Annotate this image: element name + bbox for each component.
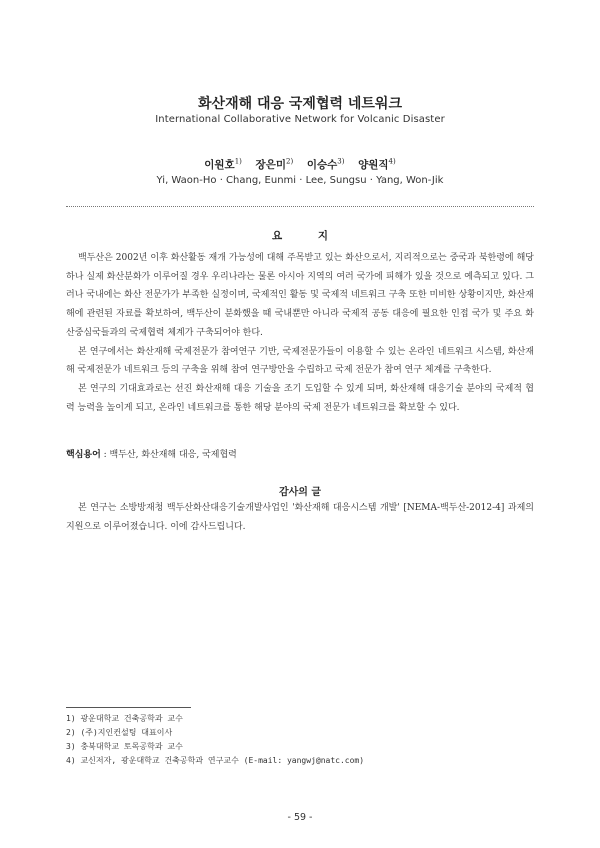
footnote-item: 3) 충북대학교 토목공학과 교수 [66, 742, 183, 751]
keywords-line [66, 447, 534, 460]
author-3: 이승수$^{3)}$ [306, 157, 345, 171]
abstract-paragraph: 본 연구에서는 화산재해 국제전문가 참여연구 기반, 국제전문가들이 이용할 수 있는 온라인 네트워크 시스템, 화산재해 국제전문가 네트워크 등의 구축을 위해 참여 연구방안을 수립하고 국제 전문가 참여 연구 체계를 구축한다. [66, 346, 534, 376]
page-number: - 59 - [287, 812, 313, 823]
acknowledgement-heading: 감사의 글 [278, 487, 322, 498]
abstract-body [66, 249, 534, 417]
abstract-heading: 요 지 [272, 230, 344, 242]
keywords-value: : 백두산, 화산재해 대응, 국제협력 [103, 450, 237, 460]
acknowledgement-body [66, 499, 534, 537]
section-divider [66, 206, 534, 207]
paper-subtitle: International Collaborative Network for Volcanic Disaster [155, 114, 445, 125]
author-1: 이원호$^{1)}$ [204, 157, 242, 171]
footnote-item: 4) 교신저자, 광운대학교 건축공학과 연구교수 (E-mail: yangwj@natc.com) [66, 756, 365, 765]
author-2: 장은미$^{2)}$ [255, 157, 294, 171]
footnote-item: 2) (주)지인컨설팅 대표이사 [66, 728, 173, 737]
authors-korean [0, 157, 600, 172]
footnotes [66, 712, 534, 768]
acknowledgement-text: 본 연구는 소방방재청 백두산화산대응기술개발사업인 '화산재해 대응시스템 개발' [NEMA-백두산-2012-4] 과제의 지원으로 이루어졌습니다. 이에 감사드립니다. [66, 503, 534, 532]
footnote-item: 1) 광운대학교 건축공학과 교수 [66, 714, 183, 723]
authors-english: Yi, Waon-Ho · Chang, Eunmi · Lee, Sungsu · Yang, Won-Jik [156, 175, 444, 186]
footnote-rule [66, 707, 191, 708]
author-4: 양원직$^{4)}$ [358, 157, 396, 171]
abstract-paragraph: 백두산은 2002년 이후 화산활동 재개 가능성에 대해 주목받고 있는 화산으로서, 지리적으로는 중국과 북한령에 해당하나 실제 화산분화가 이루어질 경우 우리나라는 물론 아시아 지역의 여러 국가에 피해가 있을 것으로 예측되고 있다. 그러나 국내에는 화산 전문가가 부족한 실정이며, 국제적인 활동 및 국제적 네트워크 구축 또한 미비한 상황이지만, 화산재해에 관련된 자료를 확보하여, 백두산이 분화했을 때 국내뿐만 아니라 국제적 공동 대응에 필요한 인접 국가 및 주요 화산중심국들과의 국제협력 체계가 구축되어야 한다. [66, 253, 534, 338]
abstract-paragraph: 본 연구의 기대효과로는 선진 화산재해 대응 기술을 조기 도입할 수 있게 되며, 화산재해 대응기술 분야의 국제적 협력 능력을 높이게 되고, 온라인 네트워크를 통한 해당 분야의 국제 전문가 네트워크를 확보할 수 있다. [66, 383, 534, 413]
paper-title: 화산재해 대응 국제협력 네트워크 [198, 96, 402, 112]
keywords-label: 핵심용어 [66, 450, 101, 460]
